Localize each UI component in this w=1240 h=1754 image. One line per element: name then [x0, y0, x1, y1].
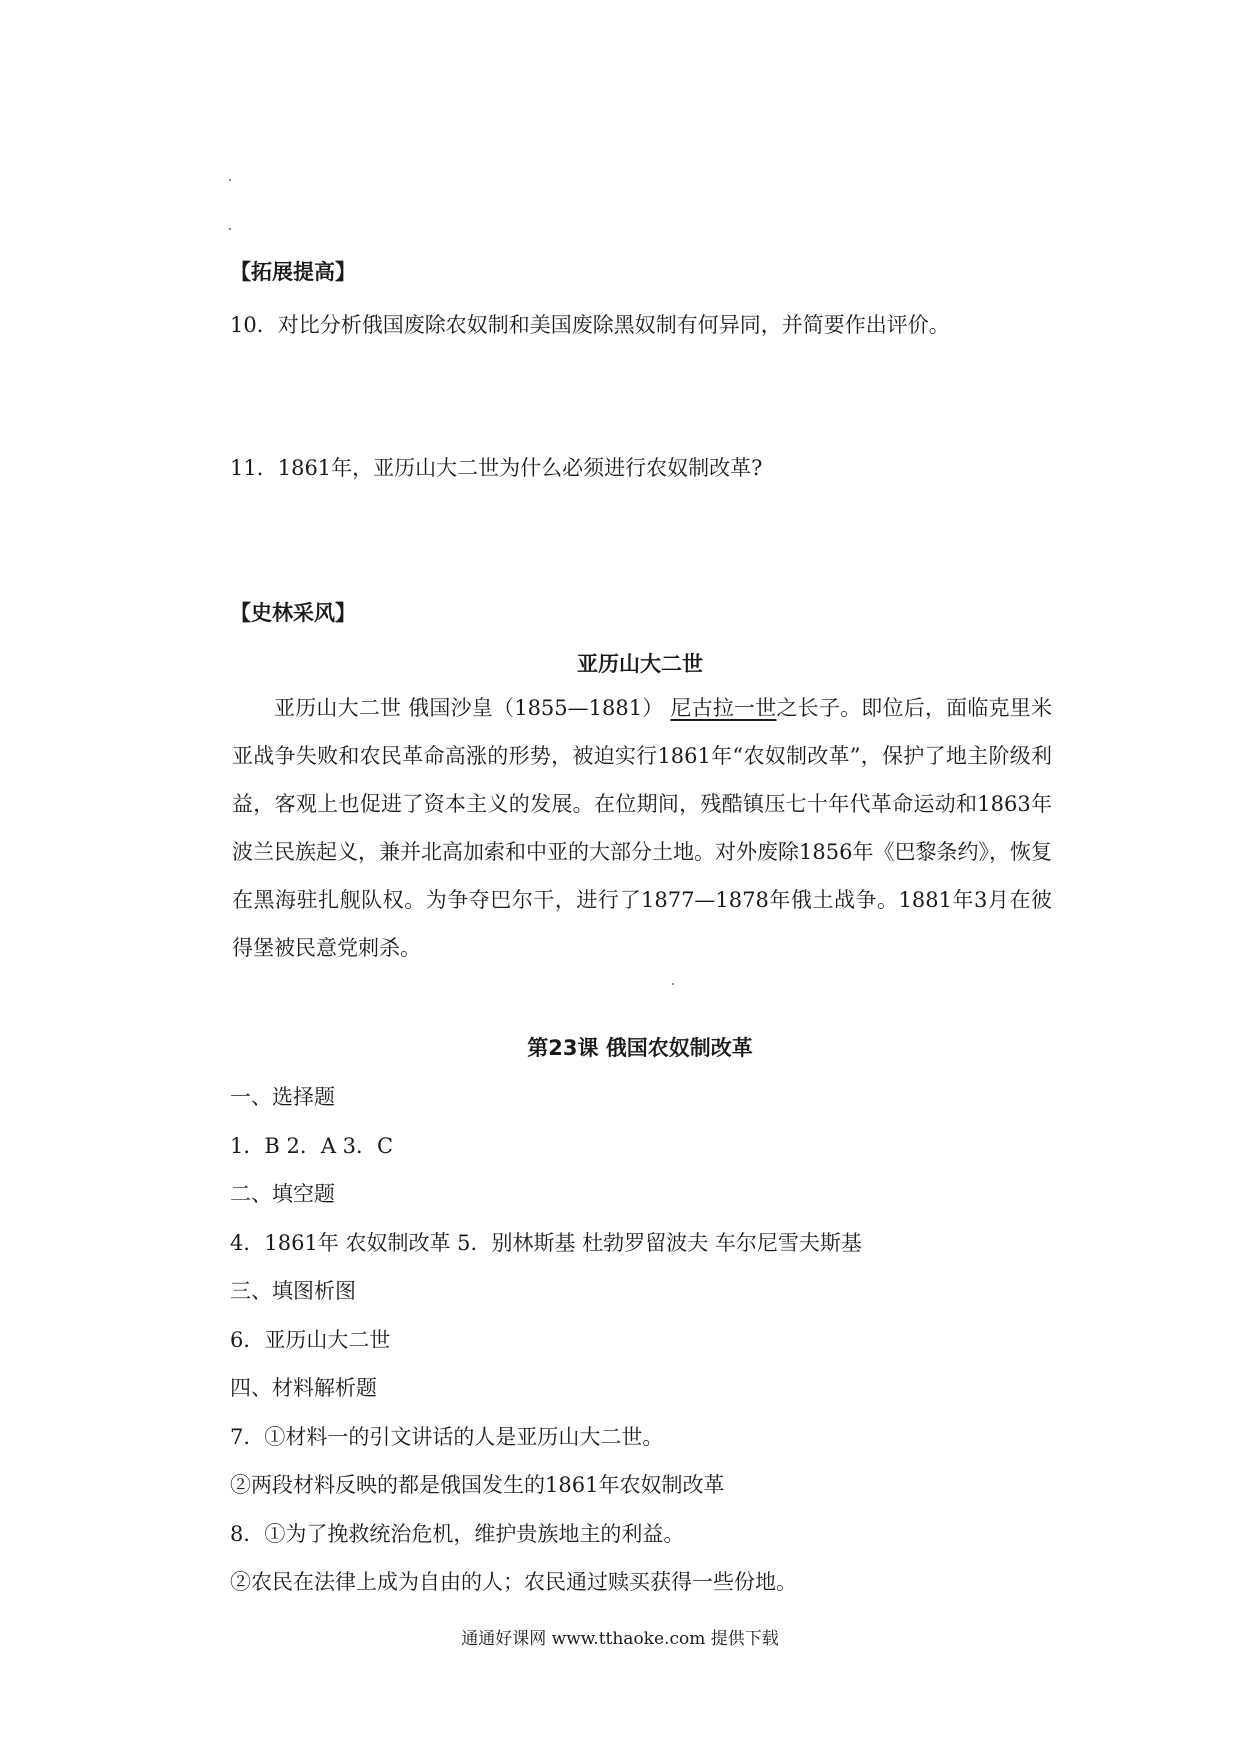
- question-11: 11．1861年，亚历山大二世为什么必须进行农奴制改革?: [230, 456, 763, 480]
- extension-heading: 【拓展提高】: [230, 260, 356, 284]
- section-choice: 一、选择题: [230, 1085, 335, 1109]
- history-paragraph-start: 亚历山大二世 俄国沙皇（1855—1881）: [274, 696, 671, 720]
- footer-credit: 通通好课网 www.tthaoke.com 提供下载: [461, 1629, 779, 1649]
- answer-fill: 4．1861年 农奴制改革 5．别林斯基 杜勃罗留波夫 车尔尼雪夫斯基: [230, 1231, 862, 1255]
- scan-speck: [229, 228, 231, 230]
- history-paragraph-rest: 之长子。即位后，面临克里米亚战争失败和农民革命高涨的形势，被迫实行1861年“农奴制改革”，保护了地主阶级利益，客观上也促进了资本主义的发展。在位期间，残酷镇压七十年代革命运动和1863年波兰民族起义，兼并北高加索和中亚的大部分土地。对外废除1856年《巴黎条约》，恢复在黑海驻扎舰队权。为争夺巴尔干，进行了1877—1878年俄土战争。1881年3月在彼得堡被民意党刺杀。: [232, 696, 1052, 960]
- question-10: 10．对比分析俄国废除农奴制和美国废除黑奴制有何异同，并简要作出评价。: [230, 313, 950, 337]
- answer-map: 6．亚历山大二世: [230, 1328, 391, 1352]
- history-heading: 【史林采风】: [230, 601, 356, 625]
- answer-choice: 1．B 2．A 3．C: [230, 1134, 394, 1158]
- nicholas-link[interactable]: 尼古拉一世: [670, 696, 777, 720]
- answer-8-part1: 8．①为了挽救统治危机，维护贵族地主的利益。: [230, 1522, 685, 1546]
- scan-speck: [229, 179, 231, 181]
- answer-7-part1: 7．①材料一的引文讲话的人是亚历山大二世。: [230, 1425, 664, 1449]
- history-title: 亚历山大二世: [577, 652, 703, 676]
- answer-7-part2: ②两段材料反映的都是俄国发生的1861年农奴制改革: [230, 1473, 725, 1497]
- answer-8-part2: ②农民在法律上成为自由的人；农民通过赎买获得一些份地。: [230, 1570, 797, 1594]
- section-map: 三、填图析图: [230, 1279, 356, 1303]
- section-fill: 二、填空题: [230, 1182, 335, 1206]
- scan-speck: [672, 983, 674, 985]
- history-paragraph: [232, 684, 1052, 972]
- lesson-title: 第23课 俄国农奴制改革: [527, 1036, 753, 1060]
- section-material: 四、材料解析题: [230, 1376, 377, 1400]
